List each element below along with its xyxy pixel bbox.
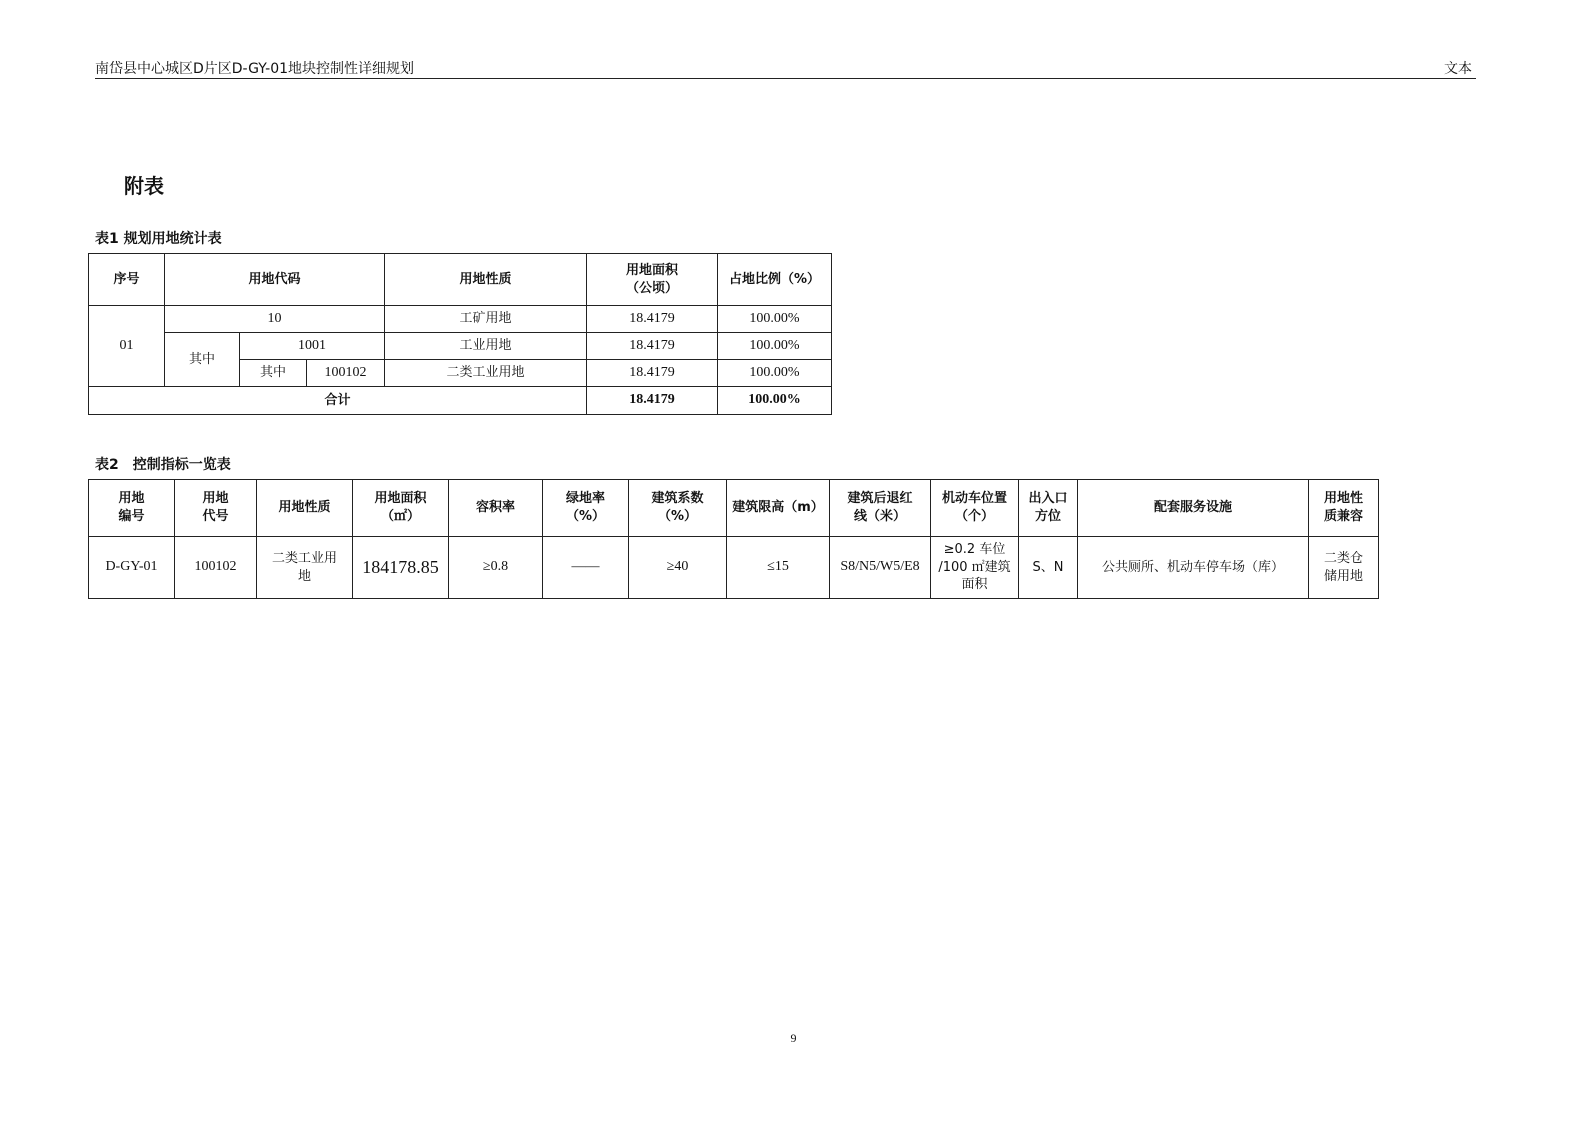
cell-parking [931,537,1019,599]
header-text: 用地面积 [374,491,427,507]
header-height-limit: 建筑限高（m） [727,480,830,537]
cell-nature: 工业用地 [385,333,587,360]
header-text: 编号 [118,509,145,524]
header-text: 代号 [202,509,229,524]
header-text: （㎡） [380,509,420,524]
cell-seq: 01 [89,306,165,387]
cell-text: 地 [297,568,311,584]
table-row [89,333,832,360]
header-setback [830,480,931,537]
cell-facilities: 公共厕所、机动车停车场（库） [1078,537,1309,599]
cell-text: 储用地 [1323,568,1363,584]
header-text: （%） [657,509,698,524]
header-text: 用地性 [1323,491,1363,507]
table-header-row [89,480,1379,537]
header-entrance [1019,480,1078,537]
cell-setback: S8/N5/W5/E8 [830,537,931,599]
total-ratio: 100.00% [718,387,832,415]
header-green-ratio [543,480,629,537]
cell-nature: 二类工业用地 [385,360,587,387]
header-seq: 序号 [89,254,165,306]
document-title: 南岱县中心城区D片区D-GY-01地块控制性详细规划 [95,61,415,77]
cell-nature: 工矿用地 [385,306,587,333]
cell-green-ratio: —— [543,537,629,599]
header-text: 绿地率 [565,491,605,507]
cell-far: ≥0.8 [449,537,543,599]
cell-code: 100102 [307,360,385,387]
cell-code: 10 [165,306,385,333]
header-facilities: 配套服务设施 [1078,480,1309,537]
cell-area: 18.4179 [587,333,718,360]
header-text: （%） [565,509,606,524]
page-header [95,56,1476,79]
cell-text: 二类工业用 [271,550,337,566]
header-compatibility [1309,480,1379,537]
header-nature: 用地性质 [257,480,353,537]
header-text: 机动车位置 [941,491,1007,507]
header-coverage [629,480,727,537]
cell-coverage: ≥40 [629,537,727,599]
header-ratio: 占地比例（%） [718,254,832,306]
header-plot-id [89,480,175,537]
cell-ratio: 100.00% [718,306,832,333]
total-row [89,387,832,415]
header-area [587,254,718,306]
table2-caption: 表2 控制指标一览表 [95,457,231,473]
cell-height-limit: ≤15 [727,537,830,599]
control-indicators-table [88,479,1379,599]
table-header-row [89,254,832,306]
cell-plot-id: D-GY-01 [89,537,175,599]
header-section-label: 文本 [1444,61,1472,77]
header-area [353,480,449,537]
header-text: 线（米） [853,509,906,524]
table-row [89,537,1379,599]
cell-text: 面积 [961,577,988,593]
cell-entrance: S、N [1019,537,1078,599]
table1-caption: 表1 规划用地统计表 [95,231,222,247]
cell-area: 184178.85 [353,537,449,599]
header-text: 用地 [202,491,229,507]
header-parking [931,480,1019,537]
header-text: 用地 [118,491,145,507]
land-use-statistics-table [88,253,832,415]
total-label: 合计 [89,387,587,415]
cell-text: 二类仓 [1323,550,1363,566]
cell-qizhong: 其中 [240,360,307,387]
cell-area: 18.4179 [587,306,718,333]
cell-text: ≥0.2 车位 [943,542,1006,558]
cell-ratio: 100.00% [718,333,832,360]
header-text: 建筑后退红 [847,491,913,507]
header-code: 用地代码 [165,254,385,306]
header-land-code [175,480,257,537]
cell-ratio: 100.00% [718,360,832,387]
header-text: （个） [954,509,994,524]
cell-qizhong: 其中 [165,333,240,387]
header-text: 方位 [1034,509,1061,524]
header-far: 容积率 [449,480,543,537]
header-text: 建筑系数 [651,491,704,507]
section-title: 附表 [124,174,164,198]
header-area-line2: （公顷） [626,280,679,296]
cell-nature [257,537,353,599]
header-text: 质兼容 [1323,509,1363,524]
cell-text: /100 ㎡建筑 [938,559,1011,575]
cell-code: 1001 [240,333,385,360]
page-number: 9 [790,1031,797,1045]
table-row [89,306,832,333]
cell-compatibility [1309,537,1379,599]
total-area: 18.4179 [587,387,718,415]
header-nature: 用地性质 [385,254,587,306]
cell-land-code: 100102 [175,537,257,599]
cell-area: 18.4179 [587,360,718,387]
header-text: 出入口 [1028,491,1068,507]
header-area-line1: 用地面积 [626,262,679,278]
